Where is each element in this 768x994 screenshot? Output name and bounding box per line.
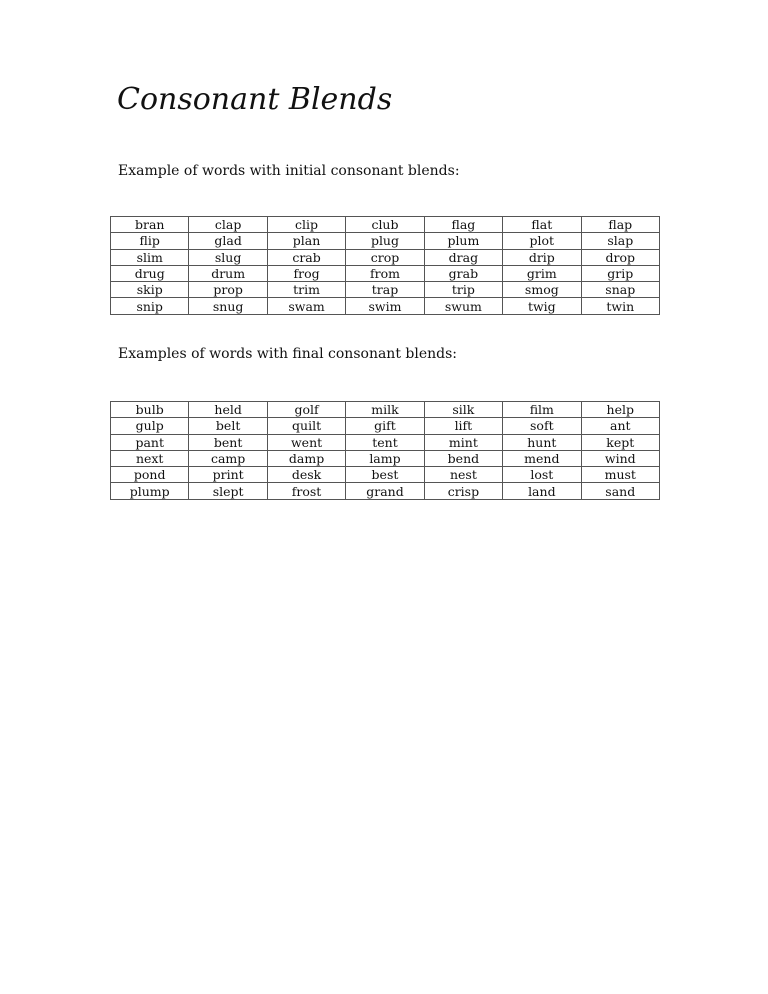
table-row [111, 217, 660, 233]
word-cell: snip [111, 298, 189, 314]
page-title: Consonant Blends [117, 82, 393, 117]
table-row [111, 418, 660, 434]
word-cell: trim [267, 282, 345, 298]
word-cell: drag [424, 249, 502, 265]
word-cell: plan [267, 233, 345, 249]
table-row [111, 450, 660, 466]
table-row [111, 483, 660, 499]
word-cell: skip [111, 282, 189, 298]
word-cell: snug [189, 298, 267, 314]
word-cell: lift [424, 418, 502, 434]
word-cell: plug [346, 233, 424, 249]
word-cell: from [346, 265, 424, 281]
word-cell: damp [267, 450, 345, 466]
word-cell: plot [503, 233, 581, 249]
word-cell: frog [267, 265, 345, 281]
word-cell: plump [111, 483, 189, 499]
word-cell: belt [189, 418, 267, 434]
word-cell: swum [424, 298, 502, 314]
word-cell: sand [581, 483, 659, 499]
word-cell: gulp [111, 418, 189, 434]
word-cell: land [503, 483, 581, 499]
word-cell: drug [111, 265, 189, 281]
word-cell: help [581, 402, 659, 418]
word-cell: slim [111, 249, 189, 265]
word-cell: milk [346, 402, 424, 418]
word-cell: drip [503, 249, 581, 265]
word-cell: pant [111, 434, 189, 450]
word-cell: best [346, 467, 424, 483]
word-cell: club [346, 217, 424, 233]
word-cell: quilt [267, 418, 345, 434]
word-cell: tent [346, 434, 424, 450]
word-cell: clap [189, 217, 267, 233]
word-cell: drop [581, 249, 659, 265]
word-cell: crisp [424, 483, 502, 499]
word-cell: hunt [503, 434, 581, 450]
word-cell: bent [189, 434, 267, 450]
word-cell: slept [189, 483, 267, 499]
word-cell: crop [346, 249, 424, 265]
word-cell: golf [267, 402, 345, 418]
word-cell: ant [581, 418, 659, 434]
word-cell: mend [503, 450, 581, 466]
word-cell: glad [189, 233, 267, 249]
word-cell: slug [189, 249, 267, 265]
word-cell: went [267, 434, 345, 450]
word-cell: grip [581, 265, 659, 281]
word-cell: next [111, 450, 189, 466]
word-cell: must [581, 467, 659, 483]
word-cell: lamp [346, 450, 424, 466]
word-cell: drum [189, 265, 267, 281]
word-cell: prop [189, 282, 267, 298]
word-cell: snap [581, 282, 659, 298]
word-cell: lost [503, 467, 581, 483]
table-row [111, 249, 660, 265]
word-cell: nest [424, 467, 502, 483]
word-cell: soft [503, 418, 581, 434]
word-cell: bend [424, 450, 502, 466]
word-cell: slap [581, 233, 659, 249]
word-cell: trip [424, 282, 502, 298]
word-cell: flag [424, 217, 502, 233]
table-row [111, 233, 660, 249]
word-cell: plum [424, 233, 502, 249]
word-cell: desk [267, 467, 345, 483]
word-cell: wind [581, 450, 659, 466]
word-cell: twig [503, 298, 581, 314]
word-cell: print [189, 467, 267, 483]
initial-blends-intro: Example of words with initial consonant blends: [118, 163, 460, 179]
word-cell: crab [267, 249, 345, 265]
word-cell: swim [346, 298, 424, 314]
word-cell: bran [111, 217, 189, 233]
word-cell: smog [503, 282, 581, 298]
table-row [111, 282, 660, 298]
word-cell: kept [581, 434, 659, 450]
final-blends-intro: Examples of words with final consonant blends: [118, 346, 458, 362]
word-cell: grim [503, 265, 581, 281]
word-cell: flap [581, 217, 659, 233]
word-cell: clip [267, 217, 345, 233]
word-cell: gift [346, 418, 424, 434]
initial-blends-table [110, 216, 660, 315]
table-row [111, 265, 660, 281]
word-cell: held [189, 402, 267, 418]
word-cell: mint [424, 434, 502, 450]
table-row [111, 402, 660, 418]
word-cell: swam [267, 298, 345, 314]
word-cell: flat [503, 217, 581, 233]
table-row [111, 298, 660, 314]
word-cell: film [503, 402, 581, 418]
word-cell: grab [424, 265, 502, 281]
word-cell: twin [581, 298, 659, 314]
final-blends-table [110, 401, 660, 500]
word-cell: bulb [111, 402, 189, 418]
word-cell: pond [111, 467, 189, 483]
word-cell: frost [267, 483, 345, 499]
word-cell: camp [189, 450, 267, 466]
table-row [111, 434, 660, 450]
word-cell: grand [346, 483, 424, 499]
word-cell: flip [111, 233, 189, 249]
word-cell: trap [346, 282, 424, 298]
word-cell: silk [424, 402, 502, 418]
table-row [111, 467, 660, 483]
